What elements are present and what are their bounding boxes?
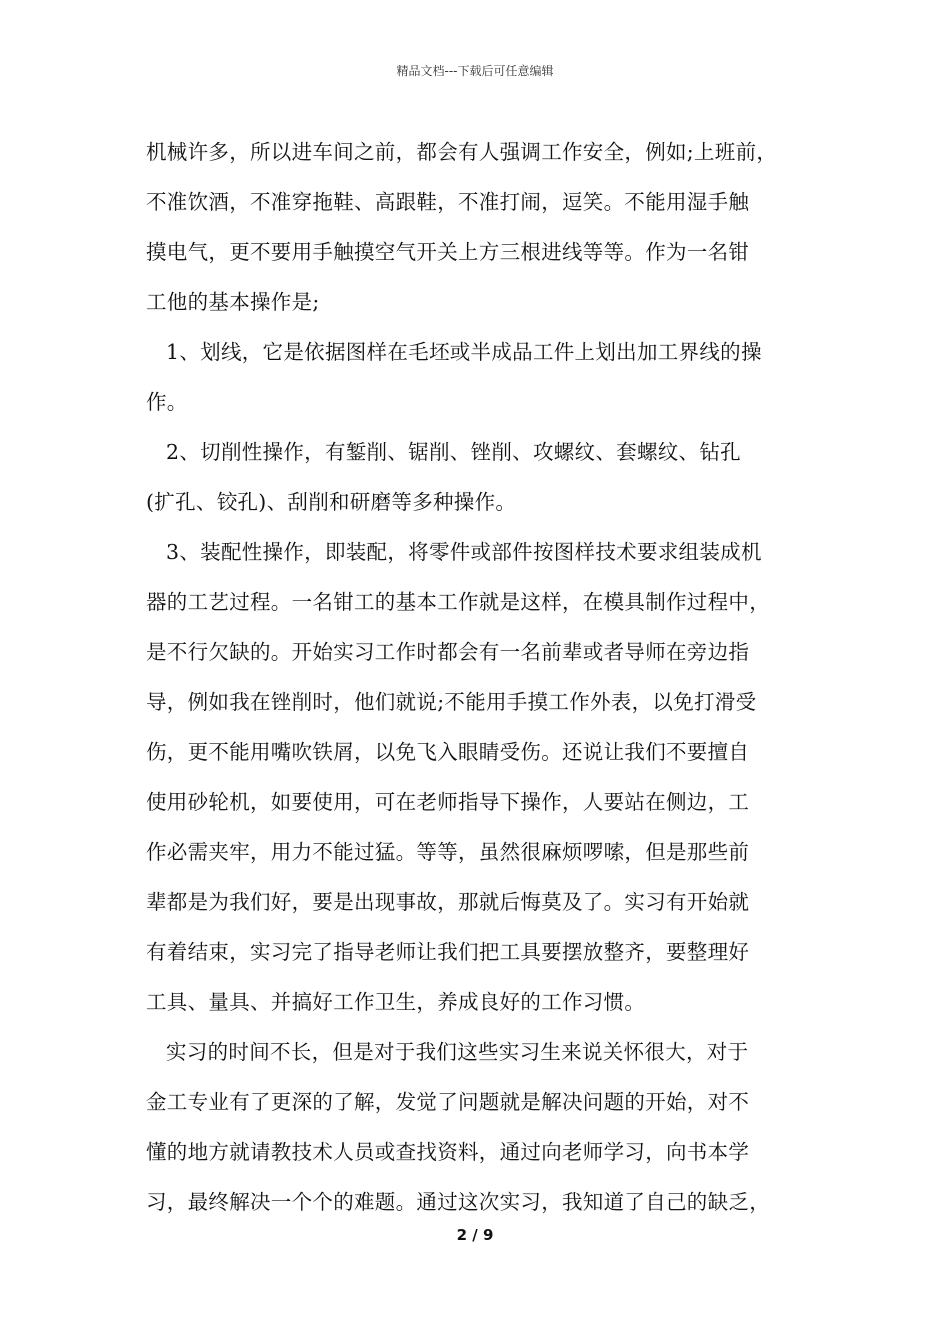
text-line: 器的工艺过程。一名钳工的基本工作就是这样，在模具制作过程中， <box>146 590 770 614</box>
page-header: 精品文档---下载后可任意编辑 <box>396 64 554 78</box>
document-body <box>146 127 826 1227</box>
paragraph-list-item-3 <box>146 527 826 1027</box>
text-line: 实习的时间不长，但是对于我们这些实习生来说关怀很大，对于 <box>166 1040 749 1064</box>
text-line: 辈都是为我们好，要是出现事故，那就后悔莫及了。实习有开始就 <box>146 890 750 914</box>
text-line: 使用砂轮机，如要使用，可在老师指导下操作，人要站在侧边，工 <box>146 790 750 814</box>
text-line: 摸电气，更不要用手触摸空气开关上方三根进线等等。作为一名钳 <box>146 240 750 264</box>
text-line: 2、切削性操作，有錾削、锯削、锉削、攻螺纹、套螺纹、钻孔 <box>166 440 741 464</box>
text-line: 有着结束，实习完了指导老师让我们把工具要摆放整齐，要整理好 <box>146 940 750 964</box>
text-line: 1、划线，它是依据图样在毛坯或半成品工件上划出加工界线的操 <box>166 340 762 364</box>
text-line: 懂的地方就请教技术人员或查找资料，通过向老师学习，向书本学 <box>146 1140 750 1164</box>
text-line: 伤，更不能用嘴吹铁屑，以免飞入眼睛受伤。还说让我们不要擅自 <box>146 740 750 764</box>
text-line: 作必需夹牢，用力不能过猛。等等，虽然很麻烦啰嗦，但是那些前 <box>146 840 750 864</box>
text-line: 3、装配性操作，即装配，将零件或部件按图样技术要求组装成机 <box>166 540 762 564</box>
paragraph-list-item-1 <box>146 327 826 427</box>
text-line: 工他的基本操作是; <box>146 290 320 314</box>
text-line: 不准饮酒，不准穿拖鞋、高跟鞋，不准打闹，逗笑。不能用湿手触 <box>146 190 750 214</box>
paragraph <box>146 1027 826 1227</box>
text-line: 习，最终解决一个个的难题。通过这次实习，我知道了自己的缺乏， <box>146 1190 770 1214</box>
text-line: (扩孔、铰孔)、刮削和研磨等多种操作。 <box>146 490 517 514</box>
text-line: 是不行欠缺的。开始实习工作时都会有一名前辈或者导师在旁边指 <box>146 640 750 664</box>
text-line: 工具、量具、并搞好工作卫生，养成良好的工作习惯。 <box>146 990 646 1014</box>
text-line: 导，例如我在锉削时，他们就说;不能用手摸工作外表，以免打滑受 <box>146 690 757 714</box>
paragraph <box>146 127 826 327</box>
page-number: 2 / 9 <box>456 1226 494 1244</box>
paragraph-list-item-2 <box>146 427 826 527</box>
text-line: 机械许多，所以进车间之前，都会有人强调工作安全，例如;上班前， <box>146 140 778 164</box>
text-line: 金工专业有了更深的了解，发觉了问题就是解决问题的开始，对不 <box>146 1090 750 1114</box>
text-line: 作。 <box>146 390 188 414</box>
